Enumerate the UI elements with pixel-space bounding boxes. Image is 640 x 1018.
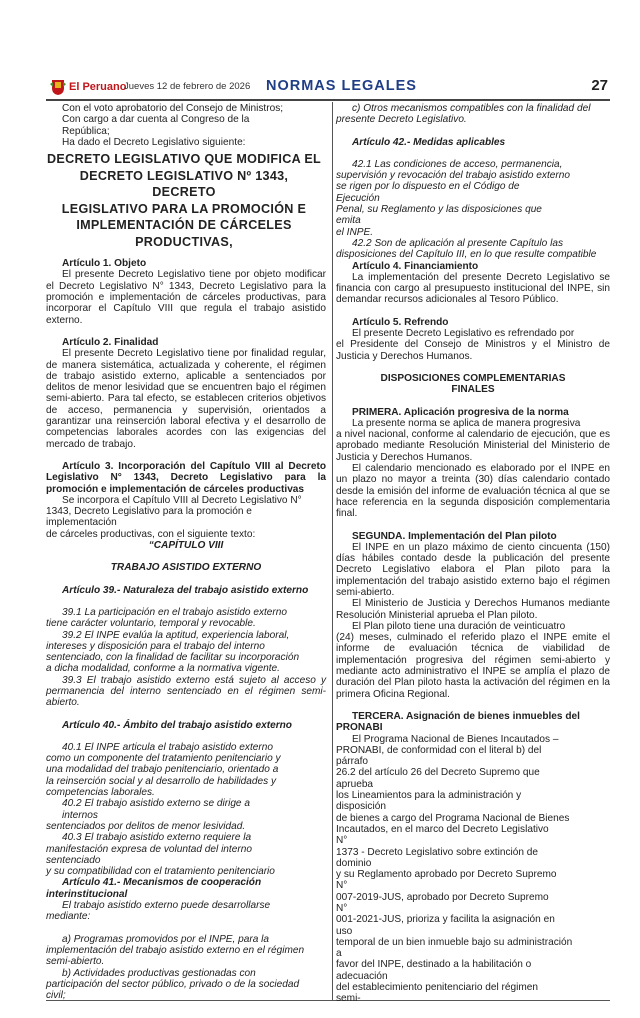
article-2-heading: Artículo 2. Finalidad [62,336,159,348]
article-3-line: Se incorpora el Capítulo VIII al Decreto Legislativo N° [62,494,302,506]
article-40-1-line: una modalidad del trabajo penitenciario, orientado a [46,764,279,776]
right-column [336,103,610,1005]
article-3-line: implementación [46,517,117,529]
dispositions-title: FINALES [451,384,495,396]
article-4-body: La implementación del presente Decreto Legislativo se financia con cargo al presupuesto institucional del INPE, sin demandar recursos adicionales al Tesoro Público. [336,271,610,306]
article-42-1-line: Penal, su Reglamento y las disposiciones que [336,204,542,216]
article-2-body: El presente Decreto Legislativo tiene por finalidad regular, de manera sistemática, actualizada y coherente, el régimen de trabajo asistido externo, aplicable a sentenciados por delitos de menor lesividad que se encuentren bajo el régimen semi-abierto. Para tal efecto, se establecen criterios objetivos de acceso, permanencia y supervisión, orientados a garantizar una reinserción laboral efectiva y el desarrollo de competencias laborales acordes con las exigencias del mercado de trabajo. [46,348,326,450]
article-3-line: 1343, Decreto Legislativo para la promoción e [46,506,252,518]
article-40-2-line: 40.2 El trabajo asistido externo se dirige a [62,798,250,810]
article-40-3-line: manifestación expresa de voluntad del interno [46,843,252,855]
third-line: temporal de un bien inmueble bajo su administración [336,936,573,948]
third-line: 1373 - Decreto Legislativo sobre extinción de [336,846,538,858]
article-39-heading: Artículo 39.- Naturaleza del trabajo asistido externo [62,584,309,596]
third-line: y su Reglamento aprobado por Decreto Supremo [336,869,557,881]
article-42-1-line: se rigen por lo dispuesto en el Código de [336,181,520,193]
article-42-2-line: 42.2 Son de aplicación al presente Capítulo las [352,237,563,249]
article-40-heading: Artículo 40.- Ámbito del trabajo asistido externo [62,719,292,731]
third-line: 007-2019-JUS, aprobado por Decreto Supremo [336,891,549,903]
article-42-1-line: emita [336,215,361,227]
first-disposition-line: a nivel nacional, conforme al calendario de ejecución, que es aprobado mediante Resolución Ministerial del Ministerio de Justicia y Derechos Humanos. [336,429,610,463]
first-disposition-heading: PRIMERA. Aplicación progresiva de la norma [352,406,569,418]
article-42-heading: Artículo 42.- Medidas aplicables [352,136,506,148]
second-disposition-p2: El Ministerio de Justicia y Derechos Humanos mediante Resolución Ministerial aprueba el Plan piloto. [336,598,610,621]
left-column [46,103,326,1001]
logo-text: El Peruano [69,81,127,93]
article-5-line: el Presidente del Consejo de Ministros y el Ministro de Justicia y Derechos Humanos. [336,339,610,362]
third-line: párrafo [336,756,368,768]
article-39-2-line: 39.2 El INPE evalúa la aptitud, experiencia laboral, [62,629,290,641]
third-line: 26.2 del artículo 26 del Decreto Supremo que [336,767,540,779]
third-line: uso [336,925,353,937]
intro-line: Con el voto aprobatorio del Consejo de Ministros; [62,103,284,114]
third-line: El Programa Nacional de Bienes Incautados – [352,733,559,745]
third-line: a [336,948,342,960]
article-42-1-line: Ejecución [336,192,380,204]
article-41-a-line: implementación del trabajo asistido externo en el régimen [46,944,305,956]
third-line: del establecimiento penitenciario del régimen [336,982,538,994]
article-4-heading: Artículo 4. Financiamiento [352,260,479,272]
title-line: DECRETO LEGISLATIVO Nº 1343, [79,168,289,183]
article-40-1-line: la reinserción social y al desarrollo de habilidades y [46,775,277,787]
article-39-2-line: a dicha modalidad, conforme a la normativa vigente. [46,663,280,675]
header-rule [46,99,610,101]
coat-of-arms-icon [50,78,66,96]
chapter-label: “CAPÍTULO VIII [148,540,224,552]
title-line: LEGISLATIVO PARA LA PROMOCIÓN E [61,201,307,216]
third-line: N° [336,903,348,914]
intro-line: Ha dado el Decreto Legislativo siguiente: [62,136,246,148]
third-line: Incautados, en el marco del Decreto Legislativo [336,823,549,835]
el-peruano-logo [50,78,126,96]
intro-line: República; [62,125,110,137]
article-42-1-line: el INPE. [336,226,374,238]
article-41-body: mediante: [46,911,91,923]
second-disposition-heading: SEGUNDA. Implementación del Plan piloto [352,530,557,542]
third-line: 001-2021-JUS, prioriza y facilita la asignación en [336,914,555,926]
article-40-1-line: 40.1 El INPE articula el trabajo asistido externo [62,741,273,753]
article-39-2-line: intereses y disposición para el trabajo del interno [46,640,265,652]
third-line: los Lineamientos para la administración y [336,790,522,802]
article-41-b-line: b) Actividades productivas gestionadas con [62,967,256,979]
article-41-a-line: semi-abierto. [46,956,105,968]
article-42-2-line: disposiciones del Capítulo III, en lo que resulte compatible [336,249,597,261]
third-line: N° [336,880,348,892]
article-39-3: 39.3 El trabajo asistido externo está sujeto al acceso y permanencia del interno sentenciado en el régimen semi-abierto. [46,674,326,709]
first-disposition-p2: El calendario mencionado es elaborado por el INPE en un plazo no mayor a treinta (30) días calendario contado desde la emisión del informe de evaluación técnica al que se hace referencia en la segunda disposición complementaria final. [336,463,610,520]
article-40-1-line: competencias laborales. [46,787,155,799]
article-41-a-line: a) Programas promovidos por el INPE, para la [62,933,270,945]
article-1-body: El presente Decreto Legislativo tiene por objeto modificar el Decreto Legislativo N° 1343, Decreto Legislativo para la promoción e implementación de cárceles productivas, para incorporar el Capítulo VIII que regula el trabajo asistido externo. [46,269,326,326]
third-line: adecuación [336,970,388,982]
article-40-3-line: y su compatibilidad con el tratamiento penitenciario [46,866,275,878]
article-40-3-line: 40.3 El trabajo asistido externo requiere la [62,832,252,844]
page-number: 27 [591,77,608,94]
intro-line: Con cargo a dar cuenta al Congreso de la [62,114,250,126]
title-line: PRODUCTIVAS, [135,234,233,249]
article-41-heading: Artículo 41.- Mecanismos de cooperación [62,877,262,889]
title-line: DECRETO LEGISLATIVO QUE MODIFICA EL [46,152,322,167]
article-40-2-line: sentenciados por delitos de menor lesividad. [46,820,246,832]
third-line: N° [336,835,348,847]
dispositions-title: DISPOSICIONES COMPLEMENTARIAS [380,372,566,384]
third-line: semi- [336,993,361,1005]
second-disposition-line: El Plan piloto tiene una duración de veinticuatro [352,620,566,632]
article-41-body: El trabajo asistido externo puede desarrollarse [62,900,271,912]
third-line: dominio [336,857,372,869]
title-line: IMPLEMENTACIÓN DE CÁRCELES [76,218,292,233]
chapter-title: TRABAJO ASISTIDO EXTERNO [110,562,262,574]
article-1-heading: Artículo 1. Objeto [62,258,147,270]
article-41-c-line: c) Otros mecanismos compatibles con la finalidad del [352,103,591,114]
second-disposition-line: (24) meses, culminado el referido plazo el INPE emite el informe de evaluación técnica de viabilidad de implementación progresiva del régimen semi-abierto y mediante acto administrativo el INPE se amplía el plazo de duración del Plan piloto hasta la activación del régimen en la primera Oficina Regional. [336,632,610,700]
third-line: de bienes a cargo del Programa Nacional de Bienes [336,812,570,824]
article-3-heading: Artículo 3. Incorporación del Capítulo VIII al Decreto Legislativo N° 1343, Decreto Legislativo para la promoción e implementación de cárceles productivas [46,460,326,495]
third-disposition-body [336,734,610,1005]
article-5-line: El presente Decreto Legislativo es refrendado por [352,328,575,340]
section-title: NORMAS LEGALES [266,78,417,94]
article-42-1-line: supervisión y revocación del trabajo asistido externo [336,170,570,182]
decree-title [34,151,334,250]
article-5-heading: Artículo 5. Refrendo [352,316,449,328]
page-header [46,74,610,100]
article-40-1-line: como un componente del tratamiento penitenciario y [46,753,281,765]
article-41-b-line: participación del sector público, privado o de la sociedad [46,978,300,990]
third-disposition-heading: TERCERA. Asignación de bienes inmuebles del PRONABI [336,710,580,734]
article-39-2-line: sentenciado, con la finalidad de facilitar su incorporación [46,652,300,664]
article-41-heading: interinstitucional [46,888,128,900]
article-40-2-line: internos [62,809,98,821]
title-line: DECRETO [152,185,216,200]
third-line: disposición [336,801,386,813]
third-line: favor del INPE, destinado a la habilitación o [336,959,532,971]
article-40-3-line: sentenciado [46,854,101,866]
publication-date: Jueves 12 de febrero de 2026 [124,81,251,92]
third-line: aprueba [336,778,374,790]
third-line: PRONABI, de conformidad con el literal b) del [336,744,542,756]
article-3-line: de cárceles productivas, con el siguiente texto: [46,528,256,540]
first-disposition-line: La presente norma se aplica de manera progresiva [352,417,581,429]
article-39-1-line: 39.1 La participación en el trabajo asistido externo [62,606,288,618]
article-41-b-line: civil; [46,990,66,1002]
article-42-1-line: 42.1 Las condiciones de acceso, permanencia, [352,158,563,170]
second-disposition-p1: El INPE en un plazo máximo de ciento cincuenta (150) días hábiles contado desde la publicación del presente Decreto Legislativo elabora el Plan piloto para la implementación del trabajo asistido externo bajo el régimen semi-abierto. [336,541,610,598]
article-39-1-line: tiene carácter voluntario, temporal y revocable. [46,618,256,630]
article-41-c-line: presente Decreto Legislativo. [336,114,467,126]
